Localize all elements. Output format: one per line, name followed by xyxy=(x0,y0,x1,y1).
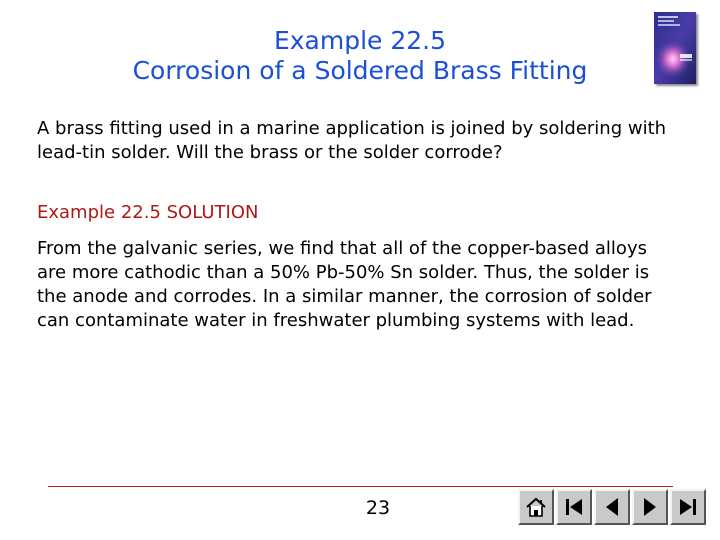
book-cover-image xyxy=(654,12,696,84)
home-icon xyxy=(524,495,548,519)
first-slide-button[interactable] xyxy=(556,489,592,525)
solution-text: From the galvanic series, we find that all of the copper-based alloys are more cathodic than a 50% Pb-50% Sn solder. Thus, the solder is the anode and corrodes. In a similar manner, the corrosion of solder can contaminate water in freshwater plumbing systems with lead. xyxy=(37,238,652,331)
next-slide-button[interactable] xyxy=(632,489,668,525)
footer-divider xyxy=(48,486,673,487)
previous-slide-button[interactable] xyxy=(594,489,630,525)
home-button[interactable] xyxy=(518,489,554,525)
last-icon xyxy=(676,495,700,519)
page-number: 23 xyxy=(365,497,391,519)
problem-statement: A brass fitting used in a marine application is joined by soldering with lead-tin solder. Will the brass or the solder corrode? xyxy=(37,118,667,163)
first-icon xyxy=(562,495,586,519)
book-cover-thumbnail xyxy=(654,12,696,84)
previous-icon xyxy=(600,495,624,519)
title-line-1: Example 22.5 xyxy=(273,26,447,55)
slide-navigation xyxy=(518,489,708,527)
solution-heading: Example 22.5 SOLUTION xyxy=(37,202,259,223)
last-slide-button[interactable] xyxy=(670,489,706,525)
next-icon xyxy=(638,495,662,519)
slide-title xyxy=(60,26,660,86)
title-line-2: Corrosion of a Soldered Brass Fitting xyxy=(132,56,588,85)
